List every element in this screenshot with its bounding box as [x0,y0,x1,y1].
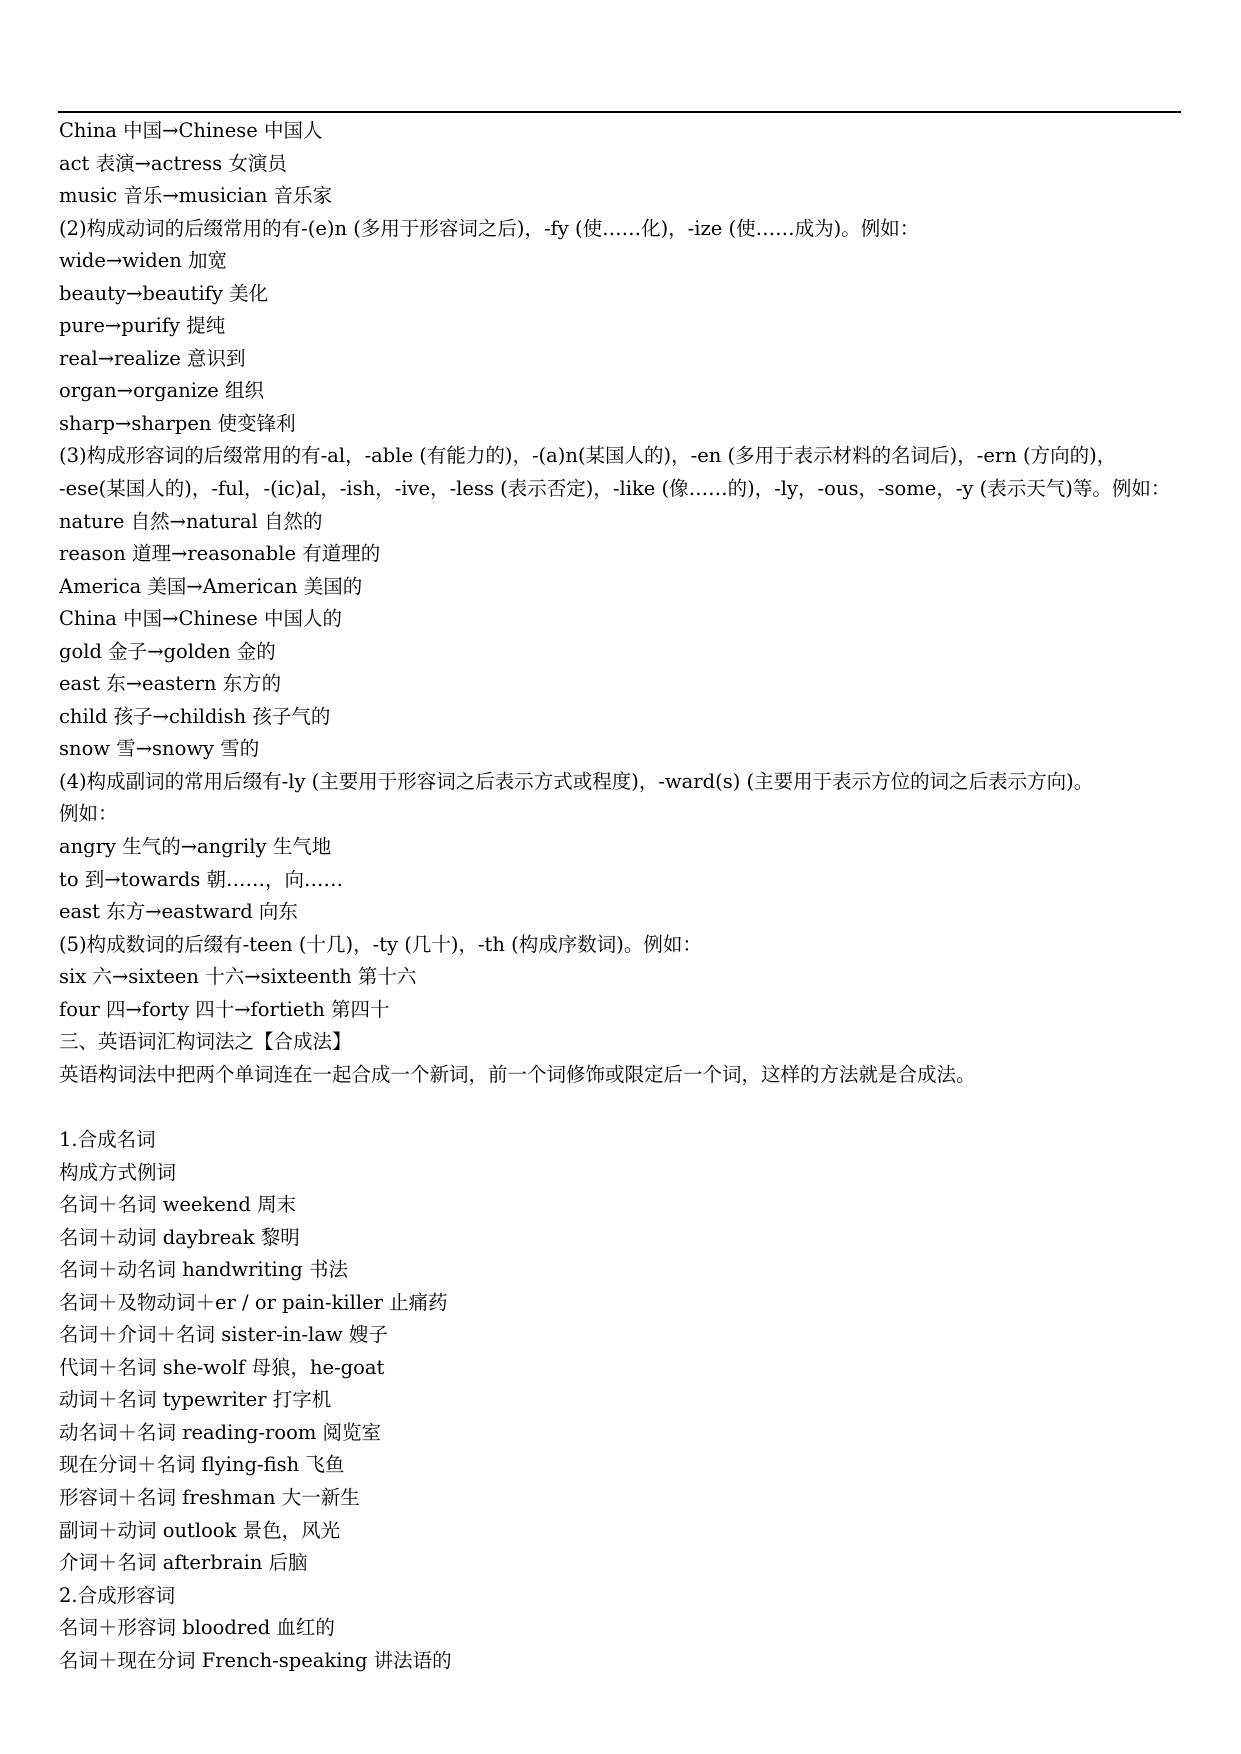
text-line: China 中国→Chinese 中国人 [59,119,323,142]
text-line: 现在分词＋名词 flying-fish 飞鱼 [59,1453,345,1477]
text-line: (2)构成动词的后缀常用的有-(e)n (多用于形容词之后)，-fy (使……化)，-ize (使……成为)。例如： [59,216,920,240]
text-line: (4)构成副词的常用后缀有-ly (主要用于形容词之后表示方式或程度)，-ward(s) (主要用于表示方位的词之后表示方向)。 [59,769,1094,793]
text-line: 名词＋介词＋名词 sister-in-law 嫂子 [59,1323,388,1347]
text-line: 动名词＋名词 reading-room 阅览室 [59,1420,382,1444]
text-line: snow 雪→snowy 雪的 [59,737,260,761]
text-line: 形容词＋名词 freshman 大一新生 [59,1485,360,1509]
text-line: 例如： [59,802,118,826]
text-line: to 到→towards 朝……，向…… [59,867,344,891]
text-line: organ→organize 组织 [59,379,265,403]
text-line: China 中国→Chinese 中国人的 [59,607,342,631]
text-line: real→realize 意识到 [59,346,246,370]
text-line: act 表演→actress 女演员 [59,151,287,175]
text-line: sharp→sharpen 使变锋利 [59,411,296,435]
text-line: east 东方→eastward 向东 [59,900,298,924]
text-line: (5)构成数词的后缀有-teen (十几)，-ty (几十)，-th (构成序数词)。例如： [59,932,702,956]
text-line: 2.合成形容词 [59,1583,176,1607]
text-line: beauty→beautify 美化 [59,281,269,305]
text-line: four 四→forty 四十→fortieth 第四十 [59,997,390,1021]
text-line: 副词＋动词 outlook 景色，风光 [59,1518,341,1542]
text-line: 1.合成名词 [59,1127,156,1151]
document-body [59,115,1189,1677]
text-line [59,1091,1189,1124]
text-line: east 东→eastern 东方的 [59,672,282,696]
text-line: 名词＋动名词 handwriting 书法 [59,1258,348,1282]
text-line: wide→widen 加宽 [59,249,227,273]
text-line: 名词＋名词 weekend 周末 [59,1193,297,1217]
text-line: 动词＋名词 typewriter 打字机 [59,1388,332,1412]
text-line: 代词＋名词 she-wolf 母狼，he-goat [59,1355,385,1379]
text-line: 名词＋形容词 bloodred 血红的 [59,1616,335,1640]
text-line: music 音乐→musician 音乐家 [59,184,333,208]
text-line: (3)构成形容词的后缀常用的有-al，-able (有能力的)，-(a)n(某国人的)，-en (多用于表示材料的名词后)，-ern (方向的)， [59,444,1117,468]
text-line: angry 生气的→angrily 生气地 [59,835,332,859]
text-line: 名词＋动词 daybreak 黎明 [59,1225,300,1249]
text-line: America 美国→American 美国的 [59,574,363,598]
text-line: 名词＋现在分词 French-speaking 讲法语的 [59,1648,452,1672]
text-line: nature 自然→natural 自然的 [59,509,323,533]
text-line: gold 金子→golden 金的 [59,639,276,663]
text-line: -ese(某国人的)，-ful，-(ic)al，-ish，-ive，-less (表示否定)，-like (像……的)，-ly，-ous，-some，-y (表示天气)等。例如： [59,477,1171,501]
text-line: 构成方式例词 [59,1160,177,1184]
header-rule [58,111,1181,113]
text-line: pure→purify 提纯 [59,314,226,338]
text-line: six 六→sixteen 十六→sixteenth 第十六 [59,965,417,989]
text-line: reason 道理→reasonable 有道理的 [59,542,381,566]
text-line: 三、英语词汇构词法之【合成法】 [59,1030,352,1054]
text-line: 名词＋及物动词＋er / or pain-killer 止痛药 [59,1290,448,1314]
text-line: 英语构词法中把两个单词连在一起合成一个新词，前一个词修饰或限定后一个词，这样的方法就是合成法。 [59,1062,976,1086]
text-line: 介词＋名词 afterbrain 后脑 [59,1551,308,1575]
text-line: child 孩子→childish 孩子气的 [59,704,331,728]
